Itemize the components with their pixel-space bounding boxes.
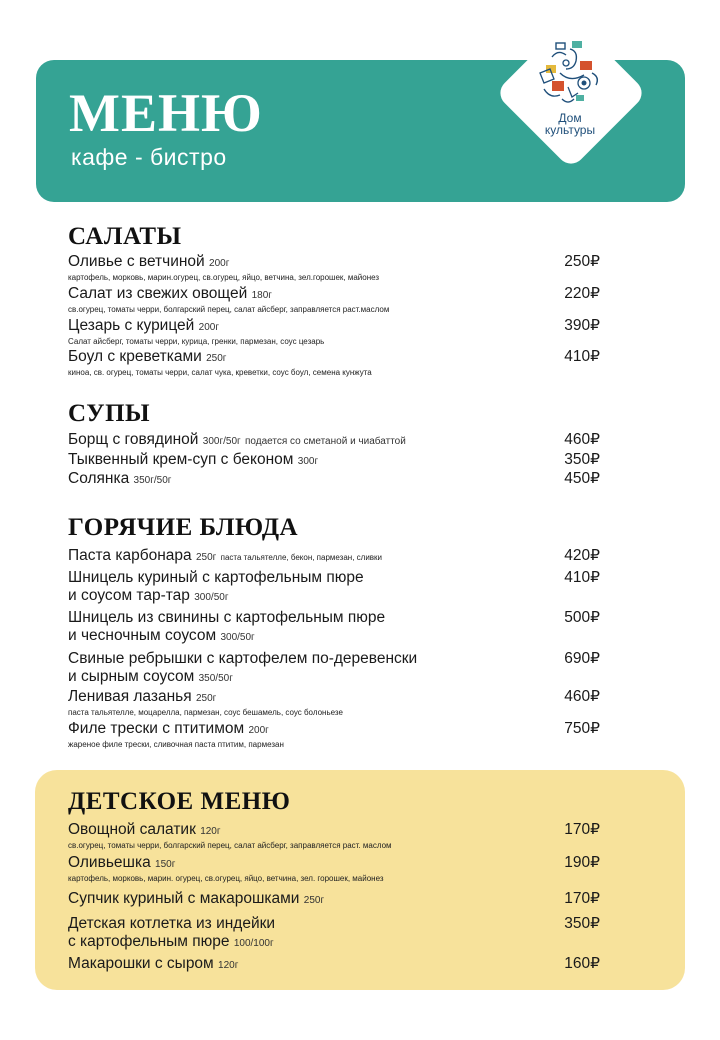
page-subtitle: кафе - бистро bbox=[71, 144, 227, 170]
item-name: и сырным соусом bbox=[68, 668, 195, 685]
item-name: Паста карбонара bbox=[68, 547, 192, 564]
item-name-line-2 bbox=[68, 668, 600, 688]
item-price: 190₽ bbox=[564, 854, 600, 871]
item-name-line bbox=[68, 688, 600, 708]
item-price: 500₽ bbox=[564, 609, 600, 626]
logo bbox=[504, 26, 664, 186]
item-price: 690₽ bbox=[564, 650, 600, 667]
item-weight: 180г bbox=[251, 290, 272, 301]
section-title-salads: САЛАТЫ bbox=[68, 223, 182, 250]
menu-item bbox=[68, 285, 600, 315]
menu-item bbox=[68, 569, 600, 607]
menu-item bbox=[68, 317, 600, 347]
section-title-hot-dishes: ГОРЯЧИЕ БЛЮДА bbox=[68, 514, 299, 541]
item-description: картофель, морковь, марин. огурец, св.огурец, яйцо, ветчина, зел. горошек, майонез bbox=[68, 874, 384, 883]
item-weight: 120г bbox=[218, 960, 239, 971]
item-name-line bbox=[68, 253, 600, 273]
menu-item bbox=[68, 253, 600, 283]
item-name-line bbox=[68, 285, 600, 305]
logo-line-1: Дом bbox=[558, 111, 582, 125]
item-price: 450₽ bbox=[564, 470, 600, 487]
item-weight: 300г/50г bbox=[202, 436, 241, 447]
logo-text bbox=[532, 112, 608, 136]
item-weight: 200г bbox=[209, 258, 230, 269]
item-name: Солянка bbox=[68, 470, 130, 487]
item-description: паста тальятелле, моцарелла, пармезан, соус бешамель, соус болоньезе bbox=[68, 708, 343, 717]
item-name-line bbox=[68, 821, 600, 841]
item-name: Цезарь с курицей bbox=[68, 317, 195, 334]
item-price: 410₽ bbox=[564, 569, 600, 586]
item-weight: 350г/50г bbox=[133, 475, 172, 486]
item-name-line-1: Шницель куриный с картофельным пюре bbox=[68, 569, 364, 586]
item-price: 170₽ bbox=[564, 821, 600, 838]
item-name-line-1: Детская котлетка из индейки bbox=[68, 915, 276, 932]
item-name: и чесночным соусом bbox=[68, 627, 217, 644]
item-weight: 200г bbox=[198, 322, 219, 333]
item-name: Оливье с ветчиной bbox=[68, 253, 205, 270]
item-name-line bbox=[68, 890, 600, 910]
item-weight: 350/50г bbox=[198, 673, 233, 684]
item-name: Борщ с говядиной bbox=[68, 431, 199, 448]
item-weight: 300г bbox=[297, 456, 319, 467]
item-name-line bbox=[68, 451, 600, 471]
item-weight: 300/50г bbox=[220, 632, 255, 643]
item-name: Филе трески с птитимом bbox=[68, 720, 245, 737]
item-price: 220₽ bbox=[564, 285, 600, 302]
item-price: 170₽ bbox=[564, 890, 600, 907]
item-name-line bbox=[68, 317, 600, 337]
item-name-line-2 bbox=[68, 627, 600, 647]
item-description: св.огурец, томаты черри, болгарский перец, салат айсберг, заправляется раст. маслом bbox=[68, 841, 392, 850]
menu-item bbox=[68, 955, 600, 975]
item-weight: 200г bbox=[248, 725, 269, 736]
item-weight: 150г bbox=[155, 859, 176, 870]
item-price: 350₽ bbox=[564, 915, 600, 932]
item-name: Тыквенный крем-суп с беконом bbox=[68, 451, 294, 468]
menu-item bbox=[68, 348, 600, 378]
item-name-line bbox=[68, 348, 600, 368]
menu-item bbox=[68, 821, 600, 851]
item-description: св.огурец, томаты черри, болгарский перец, салат айсберг, заправляется раст.маслом bbox=[68, 305, 390, 314]
menu-item bbox=[68, 431, 600, 451]
item-weight: 100/100г bbox=[233, 938, 274, 949]
item-name-line bbox=[68, 854, 600, 874]
menu-item bbox=[68, 470, 600, 490]
item-name-line bbox=[68, 955, 600, 975]
item-name-line-1: Шницель из свинины с картофельным пюре bbox=[68, 609, 386, 626]
item-description: жареное филе трески, сливочная паста птитим, пармезан bbox=[68, 740, 284, 749]
item-name-line-2 bbox=[68, 587, 600, 607]
menu-item bbox=[68, 609, 600, 647]
item-weight: 250г bbox=[303, 895, 325, 906]
item-name-line bbox=[68, 431, 600, 451]
item-name: с картофельным пюре bbox=[68, 933, 230, 950]
item-name: Оливьешка bbox=[68, 854, 151, 871]
item-note: подается со сметаной и чиабаттой bbox=[244, 436, 406, 447]
item-name: Макарошки с сыром bbox=[68, 955, 214, 972]
item-name: и соусом тар-тар bbox=[68, 587, 190, 604]
item-name: Ленивая лазанья bbox=[68, 688, 192, 705]
item-note: паста тальятелле, бекон, пармезан, сливки bbox=[220, 553, 383, 562]
item-price: 390₽ bbox=[564, 317, 600, 334]
item-price: 410₽ bbox=[564, 348, 600, 365]
item-price: 750₽ bbox=[564, 720, 600, 737]
item-price: 250₽ bbox=[564, 253, 600, 270]
item-weight: 250г bbox=[195, 552, 217, 563]
menu-item bbox=[68, 890, 600, 910]
item-price: 460₽ bbox=[564, 688, 600, 705]
item-name-line-1: Свиные ребрышки с картофелем по-деревенски bbox=[68, 650, 418, 667]
item-name-line-2 bbox=[68, 933, 600, 953]
item-description: картофель, морковь, марин.огурец, св.огурец, яйцо, ветчина, зел.горошек, майонез bbox=[68, 273, 380, 282]
item-name-line bbox=[68, 470, 600, 490]
item-price: 460₽ bbox=[564, 431, 600, 448]
item-name: Боул с креветками bbox=[68, 348, 202, 365]
item-description: Салат айсберг, томаты черри, курица, гренки, пармезан, соус цезарь bbox=[68, 337, 325, 346]
item-weight: 250г bbox=[206, 353, 227, 364]
item-name: Овощной салатик bbox=[68, 821, 196, 838]
menu-item bbox=[68, 720, 600, 750]
item-price: 420₽ bbox=[564, 547, 600, 564]
section-title-kids-menu: ДЕТСКОЕ МЕНЮ bbox=[68, 788, 291, 815]
menu-item bbox=[68, 688, 600, 718]
menu-item bbox=[68, 650, 600, 688]
item-weight: 250г bbox=[195, 693, 217, 704]
item-description: киноа, св. огурец, томаты черри, салат чука, креветки, соус боул, семена кунжута bbox=[68, 368, 372, 377]
item-name-line bbox=[68, 547, 600, 567]
section-title-soups: СУПЫ bbox=[68, 400, 151, 427]
logo-line-2: культуры bbox=[544, 123, 596, 137]
item-name: Супчик куриный с макарошками bbox=[68, 890, 300, 907]
logo-doodle-icon bbox=[532, 39, 610, 111]
menu-item bbox=[68, 451, 600, 471]
menu-item bbox=[68, 854, 600, 884]
item-weight: 120г bbox=[200, 826, 221, 837]
item-price: 350₽ bbox=[564, 451, 600, 468]
item-name-line bbox=[68, 720, 600, 740]
item-price: 160₽ bbox=[564, 955, 600, 972]
item-name: Салат из свежих овощей bbox=[68, 285, 248, 302]
page-title: МЕНЮ bbox=[69, 83, 263, 143]
menu-item bbox=[68, 547, 600, 567]
menu-item bbox=[68, 915, 600, 953]
item-weight: 300/50г bbox=[194, 592, 229, 603]
